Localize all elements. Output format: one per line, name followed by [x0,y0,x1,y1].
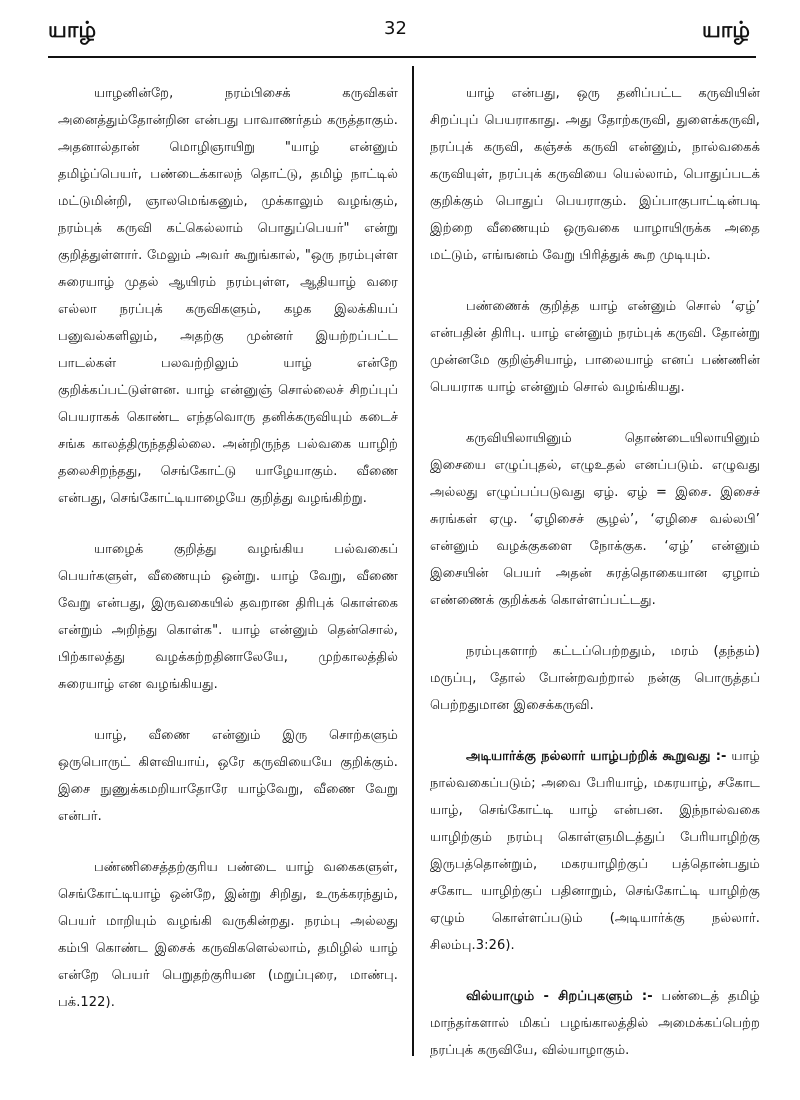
left-column [58,80,398,1040]
paragraph: யாழைக் குறித்து வழங்கிய பல்வகைப் பெயர்களுள், வீணையும் ஒன்று. யாழ் வேறு, வீணை வேறு என்பது, இருவகையில் தவறான திரிபுக் கொள்கை என்றும் அறிந்து கொள்க". யாழ் என்னும் தென்சொல், பிற்காலத்து வழக்கற்றதினாலேயே, முற்காலத்தில் சுரையாழ் என வழங்கியது. [58,542,398,692]
paragraph-lead: வில்யாழும் - சிறப்புகளும் :- [466,989,653,1004]
paragraph [430,638,760,719]
running-title-right: யாழ் [701,18,750,43]
paragraph [430,743,760,959]
right-column [430,80,760,1088]
paragraph: யாழ், வீணை என்னும் இரு சொற்களும் ஒருபொருட் கிளவியாய், ஒரே கருவியையே குறிக்கும். இசை நுணுக்கமறியாதோரே யாழ்வேறு, வீணை வேறு என்பர். [58,728,398,824]
paragraph [430,983,760,1064]
paragraph-text: கருவியிலாயினும் தொண்டையிலாயினும் இசையை எழுப்புதல், எழுஉதல் எனப்படும். எழுவது அல்லது எழுப்பப்படுவது ஏழ். ஏழ் = இசை. இசைச் சுரங்கள் ஏழு. ‘ஏழிசைச் சூழல்’, ‘ஏழிசை வல்லபி’ என்னும் வழக்குகளை நோக்குக. ‘ஏழ்’ என்னும் இசையின் பெயர் அதன் சுரத்தொகையான ஏழாம் எண்ணைக் குறிக்கக் கொள்ளப்பட்டது. [430,431,760,608]
paragraph [430,80,760,269]
paragraph-text: பண்டைத் தமிழ் மாந்தர்களால் மிகப் பழங்காலத்தில் அமைக்கப்பெற்ற நரப்புக் கருவியே, வில்யாழாகும். [430,989,760,1058]
paragraph [430,293,760,401]
paragraph-text: யாழ் நால்வகைப்படும்; அவை பேரியாழ், மகரயாழ், சகோட யாழ், செங்கோட்டி யாழ் என்பன. இந்நால்வகை யாழிற்கும் நரம்பு கொள்ளுமிடத்துப் பேரியாழிற்கு இருபத்தொன்றும், மகரயாழிற்குப் பத்தொன்பதும் சகோட யாழிற்குப் பதினாறும், செங்கோட்டி யாழிற்கு ஏழும் கொள்ளப்படும் (அடியார்க்கு நல்லார். சிலம்பு.3:26). [430,749,760,953]
page-number: 32 [384,18,407,39]
paragraph [430,425,760,614]
paragraph-text: பண்ணைக் குறித்த யாழ் என்னும் சொல் ‘ஏழ்’ என்பதின் திரிபு. யாழ் என்னும் நரம்புக் கருவி. தோன்று முன்னமே குறிஞ்சியாழ், பாலையாழ் எனப் பண்ணின் பெயராக யாழ் என்னும் சொல் வழங்கியது. [430,299,760,395]
paragraph-text: நரம்புகளாற் கட்டப்பெற்றதும், மரம் (தந்தம்) மருப்பு, தோல் போன்றவற்றால் நன்கு பொருத்தப் பெற்றதுமான இசைக்கருவி. [430,644,760,713]
column-divider [412,66,414,1056]
paragraph-lead: அடியார்க்கு நல்லார் யாழ்பற்றிக் கூறுவது :- [466,749,727,764]
header-rule [48,56,756,58]
page-header [0,0,800,60]
paragraph: பண்ணிசைத்தற்குரிய பண்டை யாழ் வகைகளுள், செங்கோட்டியாழ் ஒன்றே, இன்று சிறிது, உருக்கரந்தும், பெயர் மாறியும் வழங்கி வருகின்றது. நரம்பு அல்லது கம்பி கொண்ட இசைக் கருவிகளெல்லாம், தமிழில் யாழ் என்றே பெயர் பெறுதற்குரியன (மறுப்புரை, மாண்பு. பக்.122). [58,860,398,1010]
paragraph: யாழனின்றே, நரம்பிசைக் கருவிகள் அனைத்தும்தோன்றின என்பது பாவாணர்தம் கருத்தாகும். அதனால்தான் மொழிஞாயிறு "யாழ் என்னும் தமிழ்ப்பெயர், பண்டைக்காலந் தொட்டு, தமிழ் நாட்டில் மட்டுமின்றி, ஞாலமெங்கனும், முக்காலும் வழங்கும், நரம்புக் கருவி கட்கெல்லாம் பொதுப்பெயர்" என்று குறித்துள்ளார். மேலும் அவர் கூறுங்கால், "ஒரு நரம்புள்ள சுரையாழ் முதல் ஆயிரம் நரம்புள்ள, ஆதியாழ் வரை எல்லா நரப்புக் கருவிகளும், கழக இலக்கியப் பனுவல்களிலும், அதற்கு முன்னர் இயற்றப்பட்ட பாடல்கள் பலவற்றிலும் யாழ் என்றே குறிக்கப்பட்டுள்ளன. யாழ் என்னுஞ் சொல்லைச் சிறப்புப் பெயராகக் கொண்ட எந்தவொரு தனிக்கருவியும் கடைச் சங்க காலத்திருந்ததில்லை. அன்றிருந்த பல்வகை யாழிற் தலைசிறந்தது, செங்கோட்டு யாழேயாகும். வீணை என்பது, செங்கோட்டியாழையே குறித்து வழங்கிற்று. [58,86,398,506]
running-title-left: யாழ் [48,18,97,43]
paragraph-text: யாழ் என்பது, ஒரு தனிப்பட்ட கருவியின் சிறப்புப் பெயராகாது. அது தோற்கருவி, துளைக்கருவி, நரப்புக் கருவி, கஞ்சக் கருவி என்னும், நால்வகைக் கருவியுள், நரப்புக் கருவியை யெல்லாம், பொதுப்படக் குறிக்கும் பொதுப் பெயராகும். இப்பாகுபாட்டின்படி இற்றை வீணையும் ஒருவகை யாழாயிருக்க அதை மட்டும், எங்ஙனம் வேறு பிரித்துக் கூற முடியும். [430,86,760,263]
